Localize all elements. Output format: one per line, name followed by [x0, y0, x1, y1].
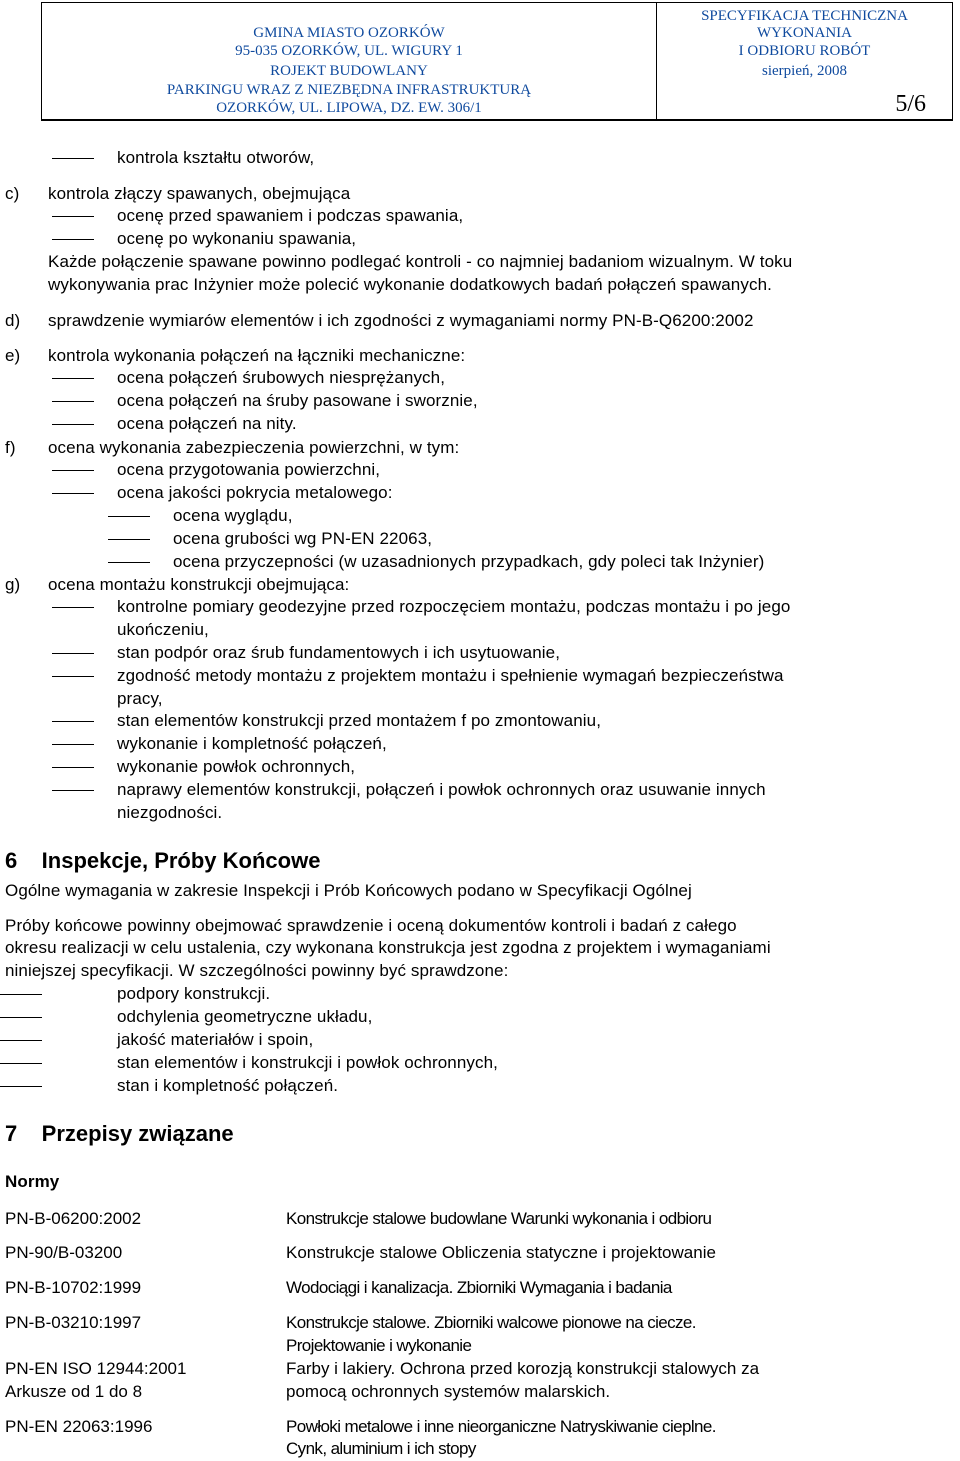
list-item: podpory konstrukcji.: [117, 984, 271, 1003]
text-line: kontrola wykonania połączeń na łączniki mechaniczne:: [48, 346, 466, 365]
norm-code: PN-EN ISO 12944:2001: [5, 1359, 187, 1378]
dash-marker: [108, 562, 150, 563]
text-line: zgodność metody montażu z projektem montażu i spełnienie wymagań bezpieczeństwa: [117, 666, 784, 685]
header-left-line-2: 95-035 OZORKÓW, UL. WIGURY 1: [235, 43, 463, 59]
dash-marker: [52, 676, 94, 677]
list-item: stan i kompletność połączeń.: [117, 1076, 339, 1095]
dash-marker: [52, 653, 94, 654]
dash-marker: [52, 767, 94, 768]
header-right-line-2: WYKONANIA: [757, 25, 852, 41]
norm-title: pomocą ochronnych systemów malarskich.: [286, 1382, 611, 1401]
section-6-paragraph-1: Ogólne wymagania w zakresie Inspekcji i Prób Końcowych podano w Specyfikacji Ogólnej: [5, 881, 692, 900]
dash-marker: [108, 516, 150, 517]
norm-title: Projektowanie i wykonanie: [286, 1336, 472, 1355]
text-line: kontrolne pomiary geodezyjne przed rozpoczęciem montażu, podczas montażu i po jego: [117, 597, 791, 616]
item-label-d: d): [5, 311, 21, 330]
dash-marker: [52, 158, 94, 159]
item-label-g: g): [5, 575, 21, 594]
dash-marker: [52, 493, 94, 494]
text-line: ocenę po wykonaniu spawania,: [117, 229, 357, 248]
text-line: naprawy elementów konstrukcji, połączeń i powłok ochronnych oraz usuwanie innych: [117, 780, 766, 799]
text-line: wykonywania prac Inżynier może polecić wykonanie dodatkowych badań połączeń spawanych.: [48, 275, 772, 294]
page-header: [41, 2, 953, 121]
section-6-paragraph-2: okresu realizacji w celu ustalenia, czy wykonana konstrukcja jest zgodna z projektem i wymaganiami: [5, 938, 771, 957]
page-number: 5/6: [895, 91, 926, 117]
text-line: niezgodności.: [117, 803, 223, 822]
dash-marker: [52, 744, 94, 745]
text-line: kontrola złączy spawanych, obejmująca: [48, 184, 351, 203]
list-item: odchylenia geometryczne układu,: [117, 1007, 373, 1026]
norm-code: Arkusze od 1 do 8: [5, 1382, 143, 1401]
section-7-heading: 7 Przepisy związane: [5, 1121, 234, 1146]
dash-marker: [52, 721, 94, 722]
dash-marker: [108, 539, 150, 540]
dash-marker: [52, 239, 94, 240]
header-left-line-4: PARKINGU WRAZ Z NIEZBĘDNA INFRASTRUKTURĄ: [166, 82, 532, 98]
list-item: stan elementów i konstrukcji i powłok ochronnych,: [117, 1053, 498, 1072]
item-label-f: f): [5, 438, 16, 457]
item-label-e: e): [5, 346, 21, 365]
text-line: pracy,: [117, 689, 163, 708]
norm-title: Konstrukcje stalowe. Zbiorniki walcowe pionowe na ciecze.: [286, 1313, 696, 1332]
norm-title: Cynk, aluminium i ich stopy: [286, 1439, 476, 1458]
list-item: jakość materiałów i spoin,: [117, 1030, 314, 1049]
header-left-line-5: OZORKÓW, UL. LIPOWA, DZ. EW. 306/1: [216, 100, 482, 116]
section-6-paragraph-2: Próby końcowe powinny obejmować sprawdzenie i oceną dokumentów kontroli i badań z całego: [5, 916, 737, 935]
item-label-c: c): [5, 184, 20, 203]
text-line: wykonanie i kompletność połączeń,: [117, 734, 387, 753]
text-line: ocena wyglądu,: [173, 506, 293, 525]
section-6-heading: 6 Inspekcje, Próby Końcowe: [5, 848, 321, 873]
dash-marker: [52, 607, 94, 608]
dash-marker: [52, 216, 94, 217]
dash-marker: [0, 1063, 42, 1064]
norm-title: Konstrukcje stalowe Obliczenia statyczne i projektowanie: [286, 1243, 716, 1262]
text-line: ocena połączeń na nity.: [117, 414, 297, 433]
text-line: ukończeniu,: [117, 620, 209, 639]
dash-marker: [52, 470, 94, 471]
text-line: wykonanie powłok ochronnych,: [117, 757, 356, 776]
text-line: ocena przygotowania powierzchni,: [117, 460, 381, 479]
norm-title: Farby i lakiery. Ochrona przed korozją konstrukcji stalowych za: [286, 1359, 760, 1378]
dash-marker: [52, 401, 94, 402]
text-line: stan podpór oraz śrub fundamentowych i ich usytuowanie,: [117, 643, 561, 662]
dash-marker: [0, 1040, 42, 1041]
dash-marker: [52, 378, 94, 379]
text-line: kontrola kształtu otworów,: [117, 148, 315, 167]
dash-marker: [52, 790, 94, 791]
text-line: sprawdzenie wymiarów elementów i ich zgodności z wymaganiami normy PN-B-Q6200:2002: [48, 311, 754, 330]
text-line: ocena montażu konstrukcji obejmująca:: [48, 575, 350, 594]
text-line: ocenę przed spawaniem i podczas spawania,: [117, 206, 464, 225]
text-line: Każde połączenie spawane powinno podlegać kontroli - co najmniej badaniom wizualnym. W toku: [48, 252, 793, 271]
dash-marker: [0, 994, 42, 995]
header-right-line-1: SPECYFIKACJA TECHNICZNA: [701, 8, 908, 24]
section-6-paragraph-2: niniejszej specyfikacji. W szczególności powinny być sprawdzone:: [5, 961, 509, 980]
norm-code: PN-B-06200:2002: [5, 1209, 142, 1228]
norm-code: PN-90/B-03200: [5, 1243, 123, 1262]
header-right-line-3: I ODBIORU ROBÓT: [738, 43, 871, 59]
header-date: sierpień, 2008: [762, 63, 847, 79]
norm-code: PN-B-03210:1997: [5, 1313, 142, 1332]
dash-marker: [52, 424, 94, 425]
text-line: ocena jakości pokrycia metalowego:: [117, 483, 393, 502]
text-line: ocena połączeń śrubowych niesprężanych,: [117, 368, 446, 387]
text-line: ocena połączeń na śruby pasowane i sworznie,: [117, 391, 478, 410]
header-left-line-1: GMINA MIASTO OZORKÓW: [253, 25, 445, 41]
text-line: stan elementów konstrukcji przed montażem f po zmontowaniu,: [117, 711, 602, 730]
dash-marker: [0, 1017, 42, 1018]
normy-subheading: Normy: [5, 1172, 60, 1191]
text-line: ocena wykonania zabezpieczenia powierzchni, w tym:: [48, 438, 460, 457]
norm-code: PN-B-10702:1999: [5, 1278, 142, 1297]
norm-title: Powłoki metalowe i inne nieorganiczne Natryskiwanie cieplne.: [286, 1417, 716, 1436]
norm-title: Konstrukcje stalowe budowlane Warunki wykonania i odbioru: [286, 1209, 712, 1228]
text-line: ocena przyczepności (w uzasadnionych przypadkach, gdy poleci tak Inżynier): [173, 552, 765, 571]
dash-marker: [0, 1086, 42, 1087]
header-left-line-3: ROJEKT BUDOWLANY: [270, 63, 428, 79]
text-line: ocena grubości wg PN-EN 22063,: [173, 529, 433, 548]
norm-code: PN-EN 22063:1996: [5, 1417, 153, 1436]
norm-title: Wodociągi i kanalizacja. Zbiorniki Wymagania i badania: [286, 1278, 672, 1297]
